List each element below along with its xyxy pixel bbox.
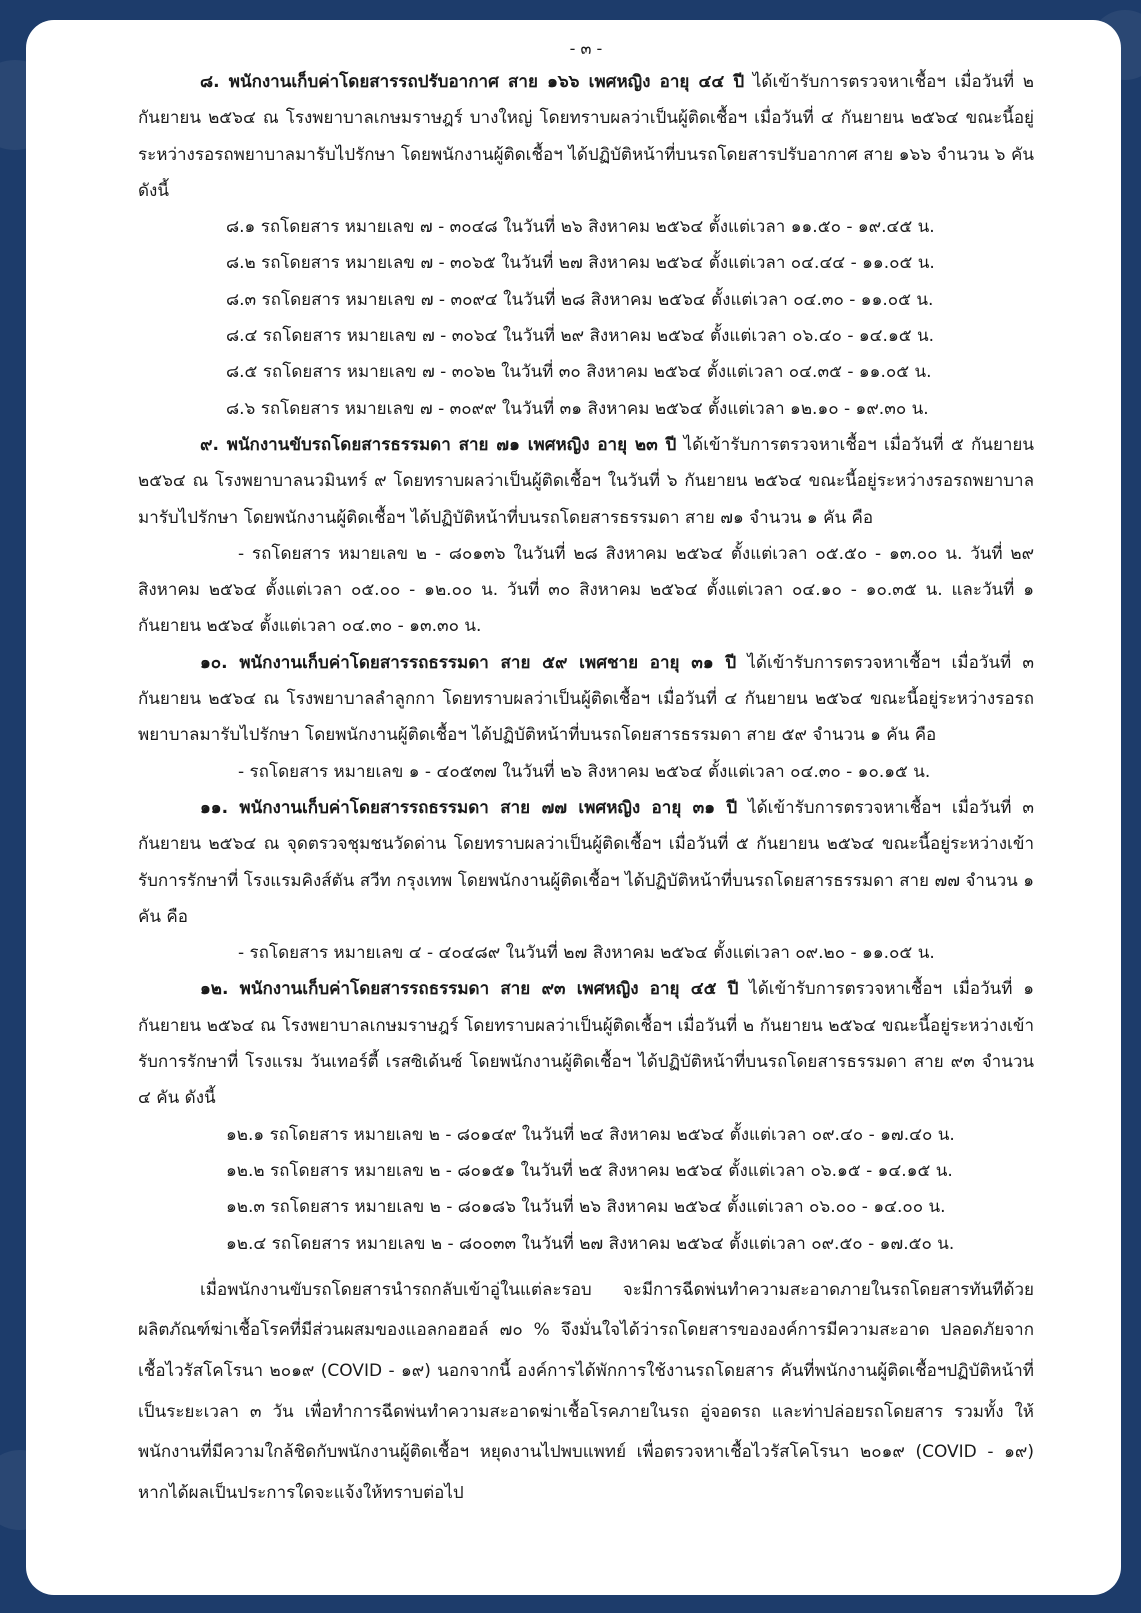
- section-10-body: ได้เข้ารับการตรวจหาเชื้อฯ เมื่อวันที่ ๓ กันยายน ๒๕๖๔ ณ โรงพยาบาลลำลูกกา โดยทราบผลว่าเป็นผู้ติดเชื้อฯ เมื่อวันที่ ๔ กันยายน ๒๕๖๔ ขณะนี้อยู่ระหว่างรอรถพยาบาลมารับไปรักษา โดยพนักงานผู้ติดเชื้อฯ ได้ปฏิบัติหน้าที่บนรถโดยสารธรรมดา สาย ๕๙ จำนวน ๑ คัน คือ: [138, 652, 1034, 746]
- section-8-item: ๘.๒ รถโดยสาร หมายเลข ๗ - ๓๐๖๕ ในวันที่ ๒๗ สิงหาคม ๒๕๖๔ ตั้งแต่เวลา ๐๔.๔๔ - ๑๑.๐๕ น.: [226, 253, 935, 274]
- section-12-item: ๑๒.๒ รถโดยสาร หมายเลข ๒ - ๘๐๑๕๑ ในวันที่ ๒๕ สิงหาคม ๒๕๖๔ ตั้งแต่เวลา ๐๖.๑๕ - ๑๔.๑๕ น.: [226, 1160, 953, 1181]
- section-8-heading: ๘. พนักงานเก็บค่าโดยสารรถปรับอากาศ สาย ๑๖๖ เพศหญิง อายุ ๔๔ ปี: [200, 72, 745, 92]
- section-12-item: ๑๒.๔ รถโดยสาร หมายเลข ๒ - ๘๐๐๓๓ ในวันที่ ๒๗ สิงหาคม ๒๕๖๔ ตั้งแต่เวลา ๐๙.๕๐ - ๑๗.๕๐ น.: [226, 1233, 955, 1254]
- section-9-paragraph: [138, 427, 1034, 536]
- section-12-paragraph: [138, 971, 1034, 1116]
- section-8-item: ๘.๓ รถโดยสาร หมายเลข ๗ - ๓๐๙๔ ในวันที่ ๒๘ สิงหาคม ๒๕๖๔ ตั้งแต่เวลา ๐๔.๓๐ - ๑๑.๐๕ น.: [226, 289, 934, 310]
- section-8-item: ๘.๔ รถโดยสาร หมายเลข ๗ - ๓๐๖๔ ในวันที่ ๒๙ สิงหาคม ๒๕๖๔ ตั้งแต่เวลา ๐๖.๔๐ - ๑๔.๑๕ น.: [226, 326, 935, 347]
- section-8-item: ๘.๕ รถโดยสาร หมายเลข ๗ - ๓๐๖๒ ในวันที่ ๓๐ สิงหาคม ๒๕๖๔ ตั้งแต่เวลา ๐๔.๓๕ - ๑๑.๐๕ น.: [226, 362, 932, 383]
- section-12-item: ๑๒.๓ รถโดยสาร หมายเลข ๒ - ๘๐๑๘๖ ในวันที่ ๒๖ สิงหาคม ๒๕๖๔ ตั้งแต่เวลา ๐๖.๐๐ - ๑๔.๐๐ น.: [226, 1197, 946, 1218]
- document-page: [26, 20, 1121, 1595]
- closing-paragraph: เมื่อพนักงานขับรถโดยสารนำรถกลับเข้าอู่ในแต่ละรอบ จะมีการฉีดพ่นทำความสะอาดภายในรถโดยสารทันทีด้วยผลิตภัณฑ์ฆ่าเชื้อโรคที่มีส่วนผสมของแอลกอฮอล์ ๗๐ % จึงมั่นใจได้ว่ารถโดยสารขององค์การมีความสะอาด ปลอดภัยจากเชื้อไวรัสโคโรนา ๒๐๑๙ (COVID - ๑๙) นอกจากนี้ องค์การได้พักการใช้งานรถโดยสาร คันที่พนักงานผู้ติดเชื้อฯปฏิบัติหน้าที่ เป็นระยะเวลา ๓ วัน เพื่อทำการฉีดพ่นทำความสะอาดฆ่าเชื้อโรคภายในรถ อู่จอดรถ และท่าปล่อยรถโดยสาร รวมทั้ง ให้พนักงานที่มีความใกล้ชิดกับพนักงานผู้ติดเชื้อฯ หยุดงานไปพบแพทย์ เพื่อตรวจหาเชื้อไวรัสโคโรนา ๒๐๑๙ (COVID - ๑๙) หากได้ผลเป็นประการใดจะแจ้งให้ทราบต่อไป: [138, 1279, 1034, 1503]
- section-8-body: ได้เข้ารับการตรวจหาเชื้อฯ เมื่อวันที่ ๒ กันยายน ๒๕๖๔ ณ โรงพยาบาลเกษมราษฎร์ บางใหญ่ โดยทราบผลว่าเป็นผู้ติดเชื้อฯ เมื่อวันที่ ๔ กันยายน ๒๕๖๔ ขณะนี้อยู่ระหว่างรอรถพยาบาลมารับไปรักษา โดยพนักงานผู้ติดเชื้อฯ ได้ปฏิบัติหน้าที่บนรถโดยสารปรับอากาศ สาย ๑๖๖ จำนวน ๖ คัน ดังนี้: [138, 72, 1035, 201]
- section-10-heading: ๑๐. พนักงานเก็บค่าโดยสารรถธรรมดา สาย ๕๙ เพศชาย อายุ ๓๑ ปี: [200, 652, 737, 673]
- section-10-item: - รถโดยสาร หมายเลข ๑ - ๔๐๕๓๗ ในวันที่ ๒๖ สิงหาคม ๒๕๖๔ ตั้งแต่เวลา ๐๔.๓๐ - ๑๐.๑๕ น.: [238, 761, 931, 782]
- section-11-paragraph: [138, 790, 1034, 935]
- section-12-heading: ๑๒. พนักงานเก็บค่าโดยสารรถธรรมดา สาย ๙๓ เพศหญิง อายุ ๔๕ ปี: [200, 979, 739, 1000]
- section-8-paragraph: [138, 64, 1034, 209]
- section-9-item-continued: วันที่ ๒๙ สิงหาคม ๒๕๖๔ ตั้งแต่เวลา ๐๕.๐๐ - ๑๒.๐๐ น. วันที่ ๓๐ สิงหาคม ๒๕๖๔ ตั้งแต่เวลา ๐๔.๑๐ - ๑๐.๓๕ น. และวันที่ ๑ กันยายน ๒๕๖๔ ตั้งแต่เวลา ๐๔.๓๐ - ๑๓.๓๐ น.: [138, 543, 1035, 637]
- section-11-heading: ๑๑. พนักงานเก็บค่าโดยสารรถธรรมดา สาย ๗๗ เพศหญิง อายุ ๓๑ ปี: [200, 797, 738, 818]
- section-11-body: ได้เข้ารับการตรวจหาเชื้อฯ เมื่อวันที่ ๓ กันยายน ๒๕๖๔ ณ จุดตรวจชุมชนวัดด่าน โดยทราบผลว่าเป็นผู้ติดเชื้อฯ เมื่อวันที่ ๕ กันยายน ๒๕๖๔ ขณะนี้อยู่ระหว่างเข้ารับการรักษาที่ โรงแรมคิงส์ตัน สวีท กรุงเทพ โดยพนักงานผู้ติดเชื้อฯ ได้ปฏิบัติหน้าที่บนรถโดยสารธรรมดา สาย ๗๗ จำนวน ๑ คัน คือ: [138, 797, 1034, 927]
- section-8-item: ๘.๖ รถโดยสาร หมายเลข ๗ - ๓๐๙๙ ในวันที่ ๓๑ สิงหาคม ๒๕๖๔ ตั้งแต่เวลา ๑๒.๑๐ - ๑๙.๓๐ น.: [226, 398, 929, 419]
- section-12-item: ๑๒.๑ รถโดยสาร หมายเลข ๒ - ๘๐๑๔๙ ในวันที่ ๒๔ สิงหาคม ๒๕๖๔ ตั้งแต่เวลา ๐๙.๔๐ - ๑๗.๔๐ น.: [226, 1124, 955, 1145]
- section-11-item: - รถโดยสาร หมายเลข ๔ - ๔๐๔๘๙ ในวันที่ ๒๗ สิงหาคม ๒๕๖๔ ตั้งแต่เวลา ๐๙.๒๐ - ๑๑.๐๕ น.: [238, 943, 935, 964]
- section-9-item: [138, 536, 1034, 645]
- section-12-body: ได้เข้ารับการตรวจหาเชื้อฯ เมื่อวันที่ ๑ กันยายน ๒๕๖๔ ณ โรงพยาบาลเกษมราษฎร์ โดยทราบผลว่าเป็นผู้ติดเชื้อฯ เมื่อวันที่ ๒ กันยายน ๒๕๖๔ ขณะนี้อยู่ระหว่างเข้ารับการรักษาที่ โรงแรม วันเทอร์ตี้ เรสซิเด้นซ์ โดยพนักงานผู้ติดเชื้อฯ ได้ปฏิบัติหน้าที่บนรถโดยสารธรรมดา สาย ๙๓ จำนวน ๔ คัน ดังนี้: [138, 979, 1034, 1109]
- section-9-heading: ๙. พนักงานขับรถโดยสารธรรมดา สาย ๗๑ เพศหญิง อายุ ๒๓ ปี: [200, 434, 677, 455]
- document-content: [138, 34, 1034, 1513]
- section-9-item-first: - รถโดยสาร หมายเลข ๒ - ๘๐๑๓๖ ในวันที่ ๒๘ สิงหาคม ๒๕๖๔ ตั้งแต่เวลา ๐๕.๕๐ - ๑๓.๐๐ น.: [238, 543, 963, 564]
- section-10-paragraph: [138, 645, 1034, 754]
- section-9-body: ได้เข้ารับการตรวจหาเชื้อฯ เมื่อวันที่ ๕ กันยายน ๒๕๖๔ ณ โรงพยาบาลนวมินทร์ ๙ โดยทราบผลว่าเป็นผู้ติดเชื้อฯ ในวันที่ ๖ กันยายน ๒๕๖๔ ขณะนี้อยู่ระหว่างรอรถพยาบาลมารับไปรักษา โดยพนักงานผู้ติดเชื้อฯ ได้ปฏิบัติหน้าที่บนรถโดยสารธรรมดา สาย ๗๑ จำนวน ๑ คัน คือ: [138, 434, 1035, 528]
- page-number: - ๓ -: [569, 39, 603, 58]
- section-8-item: ๘.๑ รถโดยสาร หมายเลข ๗ - ๓๐๔๘ ในวันที่ ๒๖ สิงหาคม ๒๕๖๔ ตั้งแต่เวลา ๑๑.๕๐ - ๑๙.๔๕ น.: [226, 217, 935, 238]
